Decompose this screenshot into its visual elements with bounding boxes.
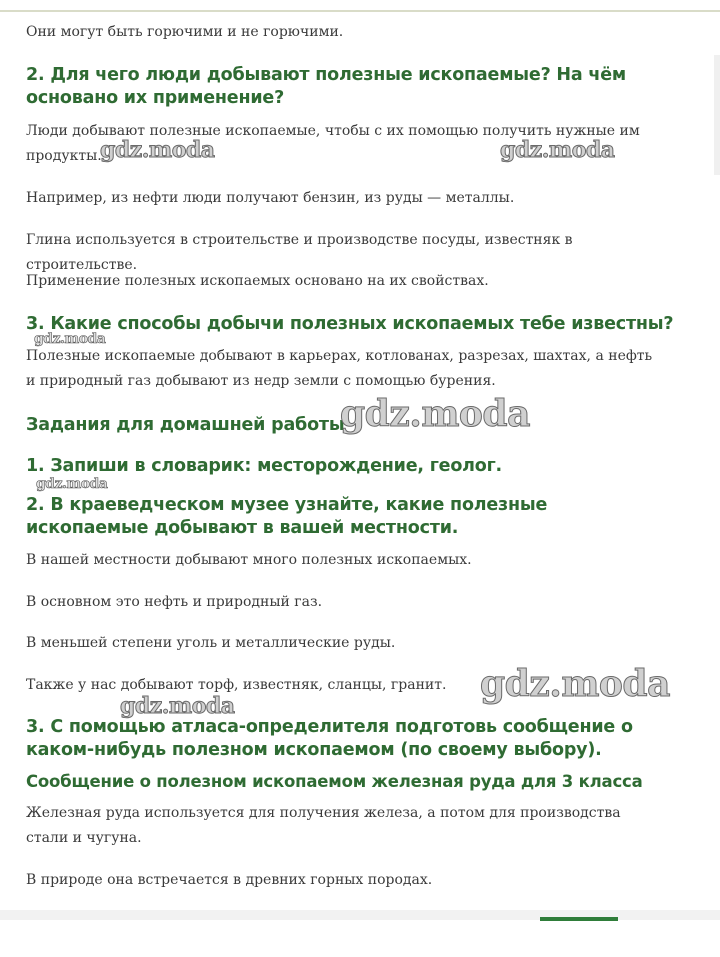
paragraph-q2-2: Например, из нефти люди получают бензин, из руды — металлы.: [26, 190, 515, 206]
paragraph-report-2: В природе она встречается в древних горных породах.: [26, 872, 433, 888]
right-edge-panel: [714, 55, 720, 175]
paragraph-q2-1: Люди добывают полезные ископаемые, чтобы с их помощью получить нужные им продукты.: [26, 123, 640, 164]
footer-accent-bar: [540, 917, 618, 921]
question-2-heading: 2. Для чего люди добывают полезные ископаемые? На чём основано их применение?: [26, 65, 626, 108]
paragraph-hw2-1: В нашей местности добывают много полезных ископаемых.: [26, 552, 472, 568]
report-heading: Сообщение о полезном ископаемом железная руда для 3 класса: [26, 772, 643, 791]
paragraph-hw2-2: В основном это нефть и природный газ.: [26, 594, 323, 610]
watermark-logo: gdz.moda: [500, 137, 615, 163]
paragraph-flammability: Они могут быть горючими и не горючими.: [26, 24, 344, 40]
watermark-logo: gdz.moda: [34, 331, 106, 347]
homework-task-3-heading: 3. С помощью атласа-определителя подготовь сообщение о каком-нибудь полезном ископаемом (по своему выбору).: [26, 717, 633, 760]
paragraph-hw2-3: В меньшей степени уголь и металлические руды.: [26, 635, 396, 651]
watermark-logo: gdz.moda: [100, 137, 215, 163]
question-3-heading: 3. Какие способы добычи полезных ископаемых тебе известны?: [26, 314, 674, 334]
homework-heading: Задания для домашней работы: [26, 415, 345, 435]
top-divider: [0, 10, 720, 12]
watermark-logo: gdz.moda: [120, 693, 235, 719]
paragraph-q2-3: Глина используется в строительстве и производстве посуды, известняк в строительстве.: [26, 232, 573, 273]
homework-task-2-heading: 2. В краеведческом музее узнайте, какие полезные ископаемые добывают в вашей местности.: [26, 495, 548, 538]
watermark-logo: gdz.moda: [480, 663, 670, 705]
paragraph-q2-4: Применение полезных ископаемых основано на их свойствах.: [26, 273, 489, 289]
paragraph-report-1: Железная руда используется для получения железа, а потом для производства стали и чугуна.: [26, 805, 621, 846]
paragraph-q3-1: Полезные ископаемые добывают в карьерах, котлованах, разрезах, шахтах, а нефть и природный газ добывают из недр земли с помощью бурения.: [26, 348, 653, 389]
paragraph-hw2-4: Также у нас добывают торф, известняк, сланцы, гранит.: [26, 677, 447, 693]
watermark-logo: gdz.moda: [36, 476, 108, 492]
watermark-logo: gdz.moda: [340, 393, 530, 435]
homework-task-1-heading: 1. Запиши в словарик: месторождение, геолог.: [26, 456, 502, 476]
